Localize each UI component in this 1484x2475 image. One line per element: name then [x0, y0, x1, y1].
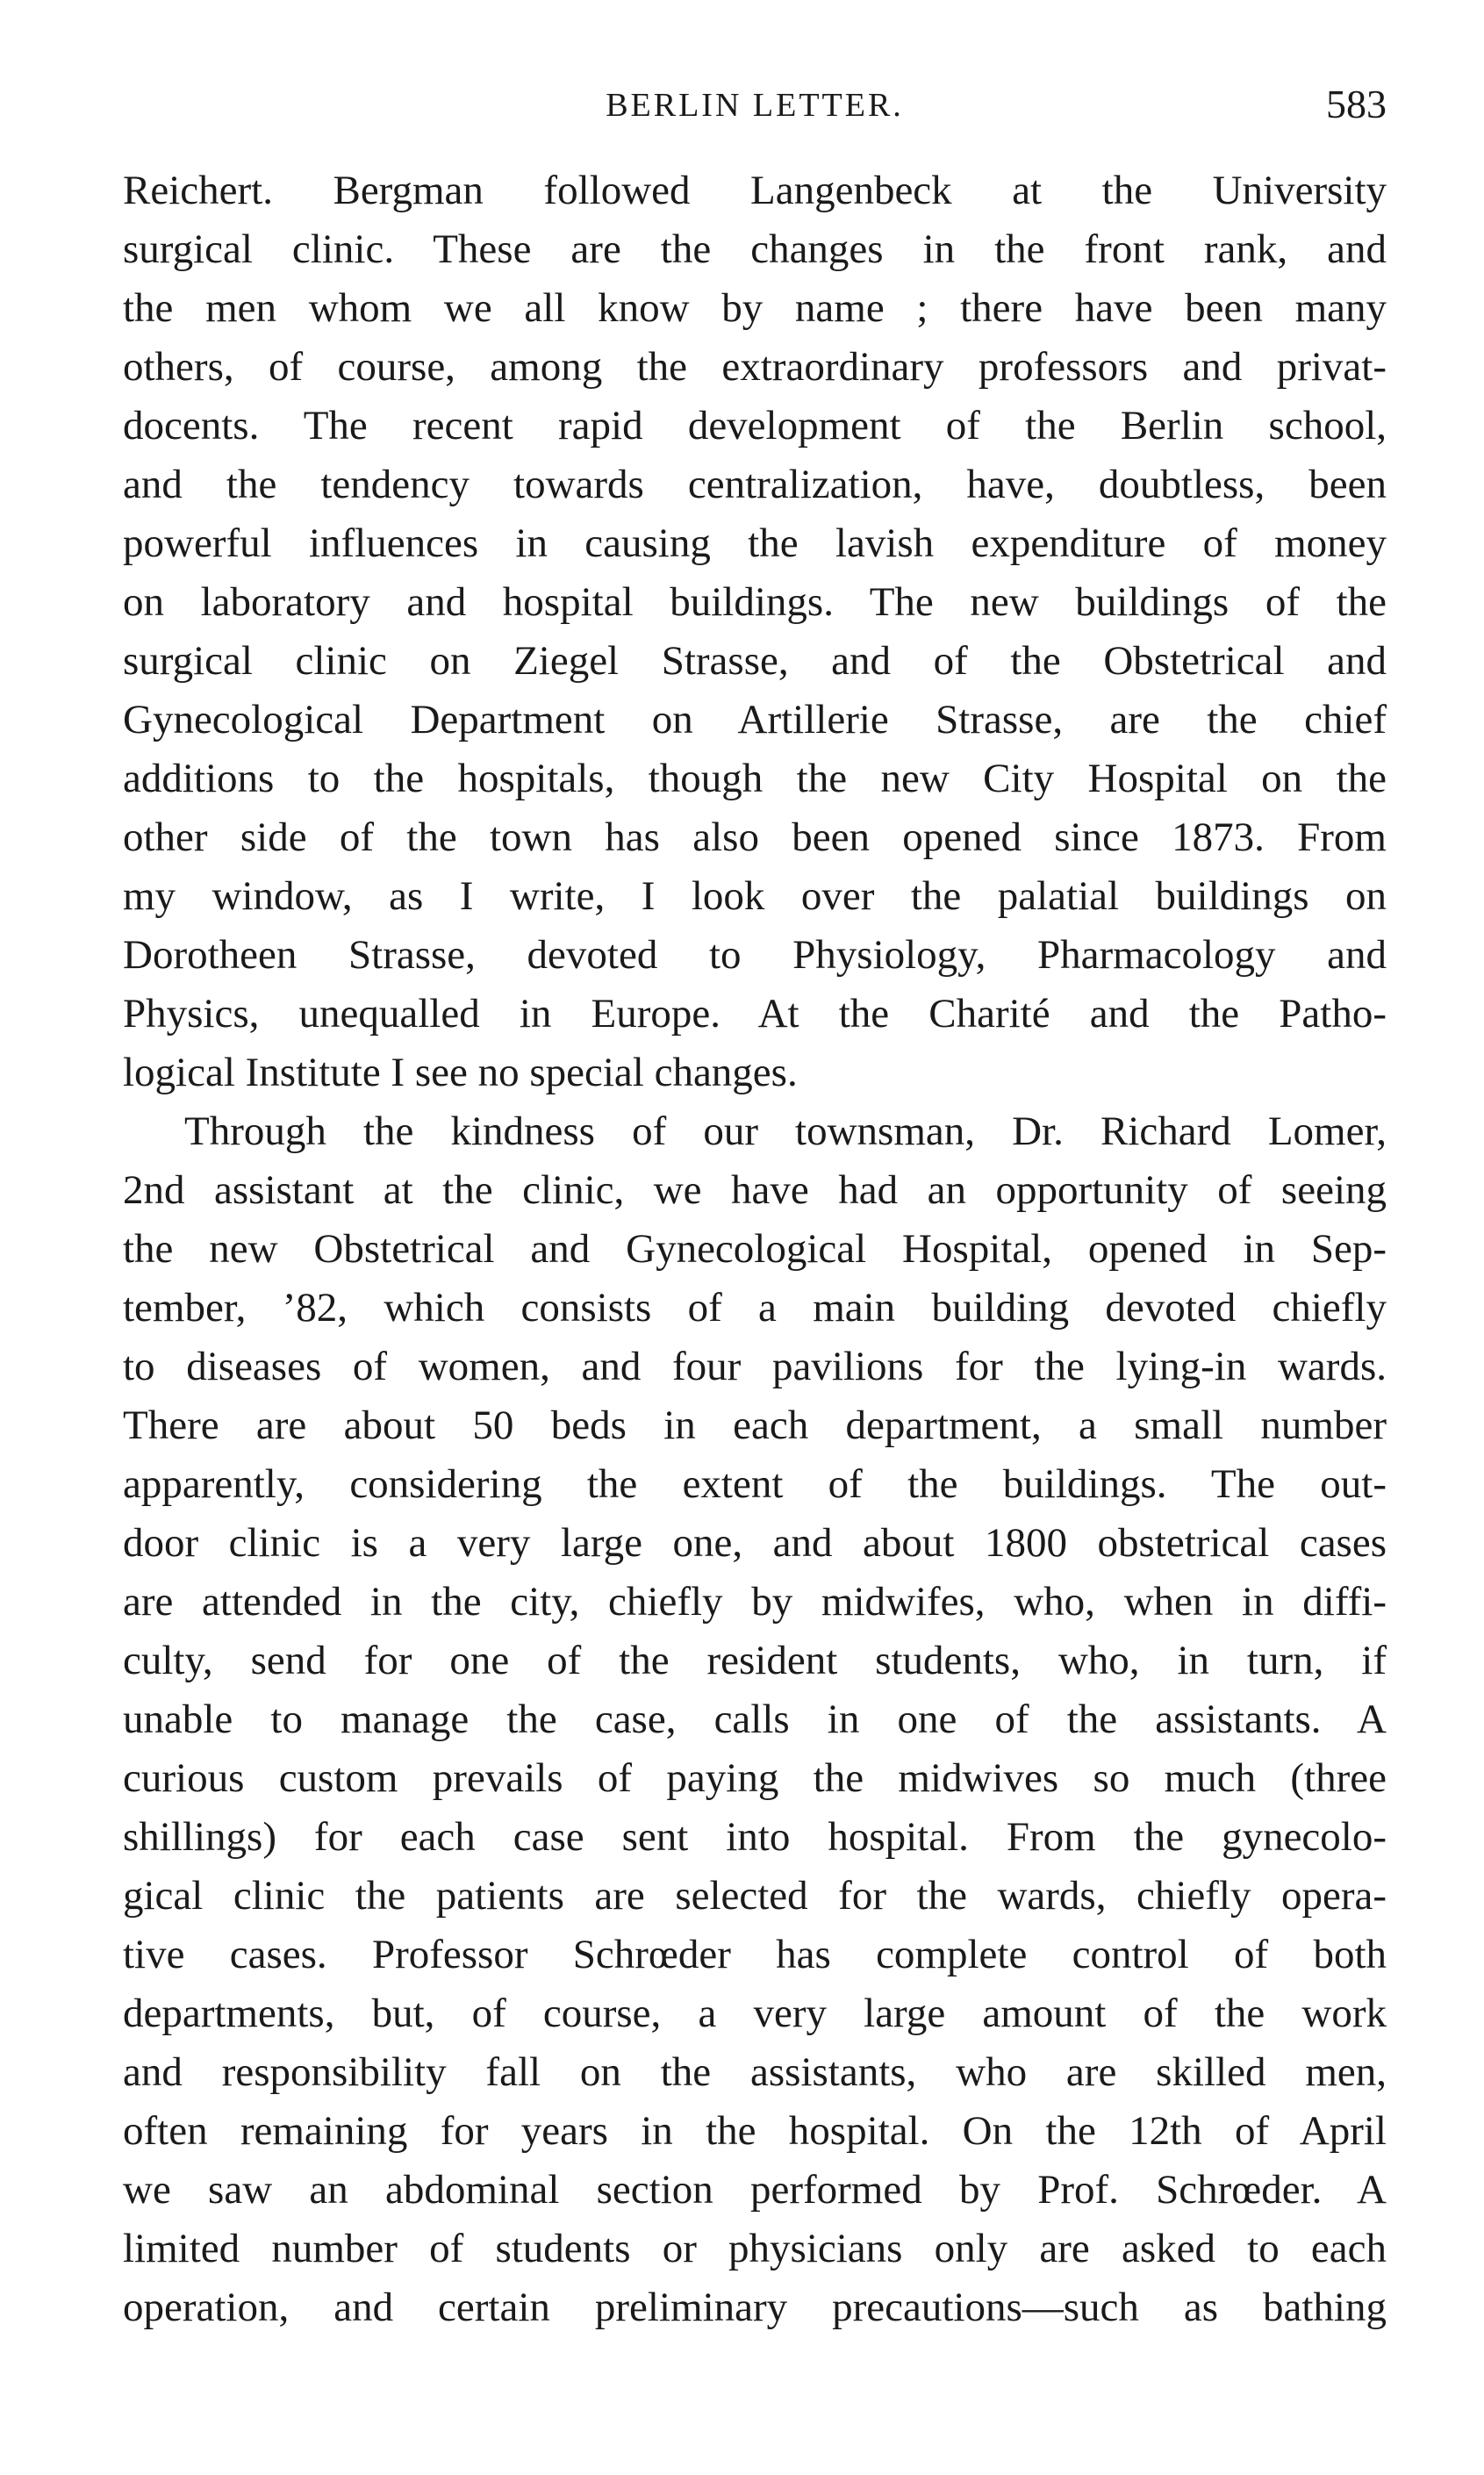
text-line: 2nd assistant at the clinic, we have had an opportunity of seeing	[123, 1167, 1387, 1213]
text-line: on laboratory and hospital buildings. The new buildings of the	[123, 579, 1387, 625]
running-title: BERLIN LETTER.	[606, 87, 904, 124]
text-line: are attended in the city, chiefly by midwifes, who, when in diffi-	[123, 1579, 1387, 1625]
text-line: and the tendency towards centralization, have, doubtless, been	[123, 462, 1387, 507]
text-line: shillings) for each case sent into hospital. From the gynecolo-	[123, 1814, 1387, 1860]
text-line: Through the kindness of our townsman, Dr. Richard Lomer,	[184, 1108, 1387, 1154]
text-line: often remaining for years in the hospital. On the 12th of April	[123, 2108, 1387, 2154]
text-line: apparently, considering the extent of the buildings. The out-	[123, 1461, 1387, 1507]
text-line: unable to manage the case, calls in one of the assistants. A	[123, 1697, 1387, 1742]
text-line: door clinic is a very large one, and about 1800 obstetrical cases	[123, 1520, 1387, 1566]
text-line: operation, and certain preliminary precautions—such as bathing	[123, 2285, 1387, 2330]
text-line: we saw an abdominal section performed by Prof. Schrœder. A	[123, 2167, 1387, 2213]
text-line: surgical clinic. These are the changes in the front rank, and	[123, 226, 1387, 272]
text-line: departments, but, of course, a very large amount of the work	[123, 1991, 1387, 2036]
text-line: the men whom we all know by name ; there have been many	[123, 285, 1387, 331]
text-line: gical clinic the patients are selected for the wards, chiefly opera-	[123, 1873, 1387, 1919]
text-line: curious custom prevails of paying the midwives so much (three	[123, 1755, 1387, 1801]
text-line: limited number of students or physicians only are asked to each	[123, 2226, 1387, 2271]
text-line: logical Institute I see no special changes.	[123, 1050, 798, 1095]
text-line: my window, as I write, I look over the palatial buildings on	[123, 873, 1387, 919]
paragraph-2	[123, 1102, 1387, 2337]
text-line: Dorotheen Strasse, devoted to Physiology, Pharmacology and	[123, 932, 1387, 978]
text-line: tive cases. Professor Schrœder has complete control of both	[123, 1932, 1387, 1977]
text-line: powerful influences in causing the lavish expenditure of money	[123, 520, 1387, 566]
text-line: others, of course, among the extraordinary professors and privat-	[123, 344, 1387, 390]
text-line: to diseases of women, and four pavilions for the lying-in wards.	[123, 1344, 1387, 1389]
text-line: other side of the town has also been opened since 1873. From	[123, 814, 1387, 860]
text-line: and responsibility fall on the assistants, who are skilled men,	[123, 2049, 1387, 2095]
text-line: the new Obstetrical and Gynecological Hospital, opened in Sep-	[123, 1226, 1387, 1272]
paragraph-1	[123, 161, 1387, 1102]
text-line: docents. The recent rapid development of the Berlin school,	[123, 403, 1387, 448]
page-number: 583	[1326, 82, 1387, 126]
text-line: tember, ’82, which consists of a main building devoted chiefly	[123, 1285, 1387, 1331]
body-text	[123, 161, 1387, 2337]
text-line: culty, send for one of the resident students, who, in turn, if	[123, 1638, 1387, 1683]
text-line: There are about 50 beds in each department, a small number	[123, 1402, 1387, 1448]
text-line: Gynecological Department on Artillerie Strasse, are the chief	[123, 697, 1387, 742]
text-line: Physics, unequalled in Europe. At the Charité and the Patho-	[123, 991, 1387, 1037]
text-line: surgical clinic on Ziegel Strasse, and of the Obstetrical and	[123, 638, 1387, 684]
page-header	[123, 82, 1387, 139]
text-line: additions to the hospitals, though the new City Hospital on the	[123, 756, 1387, 801]
text-line: Reichert. Bergman followed Langenbeck at the University	[123, 168, 1387, 213]
